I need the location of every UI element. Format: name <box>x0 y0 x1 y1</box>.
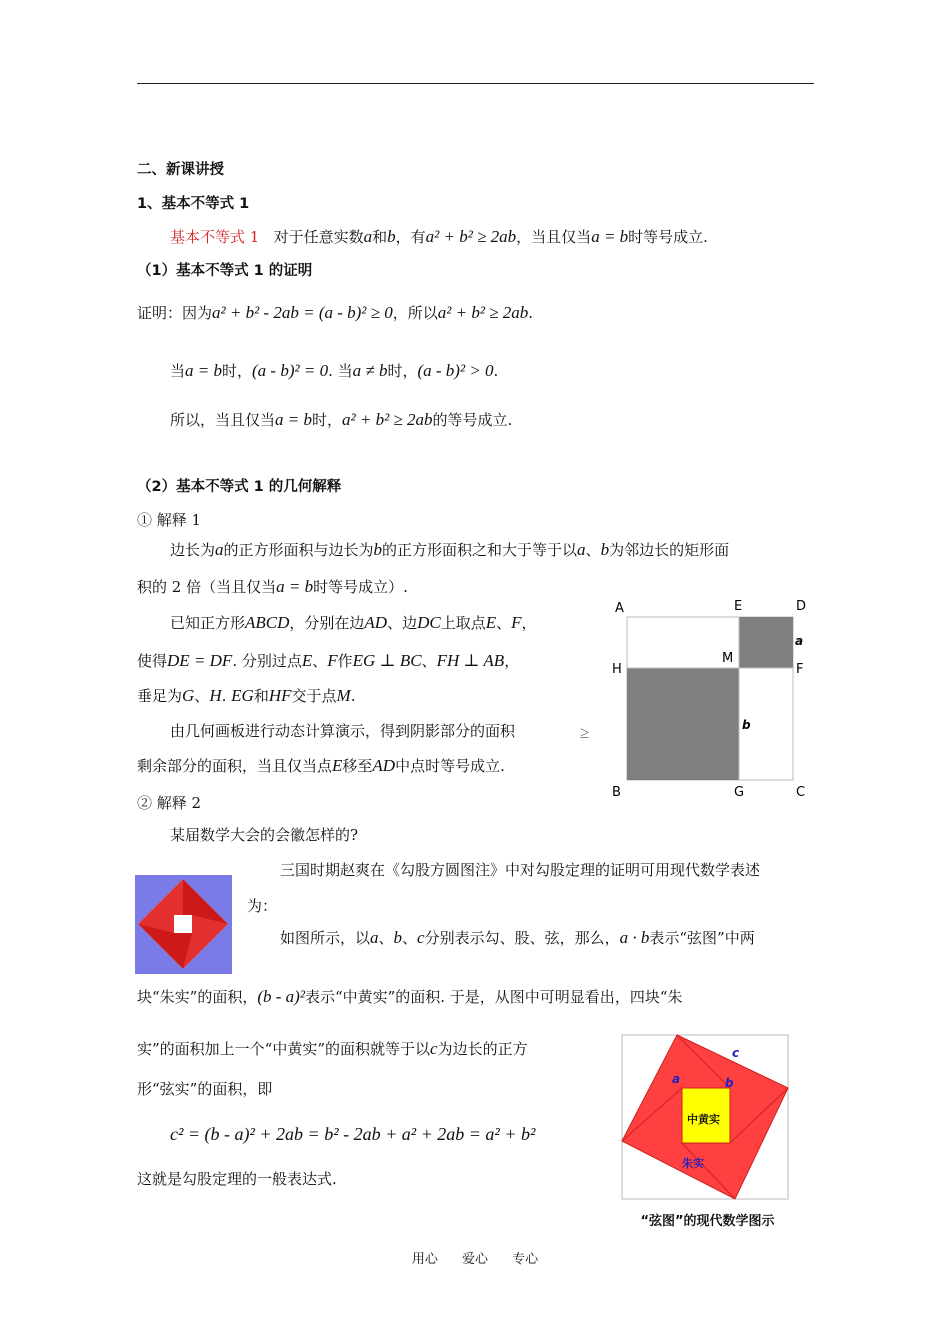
text: 时， <box>312 411 343 429</box>
text: 、 <box>402 929 418 947</box>
square-abcd-figure <box>605 595 815 805</box>
text: 剩余部分的面积，当且仅当点 <box>137 757 333 775</box>
math-var: E <box>485 613 497 632</box>
text: ，当且仅当 <box>516 228 592 246</box>
header-rule <box>137 83 814 84</box>
math-formula: EG ⊥ BC <box>352 651 422 670</box>
math-formula: a² + b² ≥ 2ab <box>437 303 529 322</box>
text: 时等号成立. <box>628 228 708 246</box>
label-c: c <box>732 1046 740 1060</box>
math-formula: a = b <box>275 410 312 429</box>
exp2-para-line-4 <box>137 986 682 1008</box>
small-shaded-square <box>739 617 793 668</box>
math-var: F <box>327 651 338 670</box>
geometry-title: （2）基本不等式 1 的几何解释 <box>137 479 342 495</box>
exp1-para-line-1 <box>170 539 729 561</box>
math-formula: a ≠ b <box>352 361 388 380</box>
math-var: c <box>430 1039 438 1058</box>
text: 中点时等号成立. <box>395 757 505 775</box>
proof-line-3 <box>170 409 512 431</box>
math-formula: DE = DF <box>167 651 233 670</box>
xian-tu-caption: “弦图”的现代数学图示 <box>640 1214 775 1229</box>
text: 如图所示，以 <box>280 929 371 947</box>
text: 边长为 <box>170 541 216 559</box>
exp2-para-line-1: 三国时期赵爽在《勾股方圆图注》中对勾股定理的证明可用现代数学表述 <box>280 861 761 879</box>
math-formula: a² + b² - 2ab = (a - b)² ≥ 0 <box>212 303 393 322</box>
text: 的正方形面积之和大于等于以 <box>382 541 578 559</box>
math-formula: FH ⊥ AB <box>436 651 505 670</box>
exp1-para-line-4 <box>137 650 519 672</box>
label-side-b: b <box>742 718 751 732</box>
label-zhu-shi: 朱实 <box>682 1157 704 1170</box>
geq-symbol: ≥ <box>580 723 590 742</box>
footer-item: 专心 <box>512 1252 539 1267</box>
exp1-para-line-7 <box>137 755 505 777</box>
math-formula: (a - b)² = 0 <box>252 361 329 380</box>
math-var: a <box>577 540 586 559</box>
text: ， <box>504 652 520 670</box>
math-formula: (a - b)² > 0 <box>417 361 494 380</box>
text: 表示“中黄实”的面积. 于是，从图中可明显看出，四块“朱 <box>304 988 683 1006</box>
text: 时， <box>222 362 253 380</box>
math-formula: a = b <box>276 577 314 596</box>
text: 上取点 <box>440 614 486 632</box>
exp1-para-line-6 <box>170 720 515 742</box>
math-formula: (b - a)² <box>257 987 305 1006</box>
math-congress-logo <box>135 875 232 974</box>
text: ，所以 <box>392 304 438 322</box>
math-var: AD <box>372 756 396 775</box>
text: 、 <box>585 541 601 559</box>
text: 由几何画板进行动态计算演示，得到阴影部分的面积 <box>170 722 516 740</box>
math-var: G <box>182 686 195 705</box>
math-formula: a = b <box>185 361 222 380</box>
explanation-1-title: ① 解释 1 <box>137 511 202 529</box>
exp2-para-line-2: 为： <box>247 897 278 915</box>
exp2-para-line-5 <box>137 1038 528 1060</box>
label-g-point: G <box>734 785 745 800</box>
text: 、 <box>194 687 210 705</box>
text: 证明：因为 <box>137 304 213 322</box>
text: . <box>493 362 499 380</box>
text: . <box>528 304 534 322</box>
footer-item: 爱心 <box>461 1252 488 1267</box>
text: 和 <box>372 228 388 246</box>
text: 、 <box>421 652 437 670</box>
text: 为邻边长的矩形面 <box>609 541 730 559</box>
proof-title: （1）基本不等式 1 的证明 <box>137 263 313 279</box>
math-var: EG <box>231 686 254 705</box>
text: 的等号成立. <box>432 411 513 429</box>
text: . 分别过点 <box>232 652 302 670</box>
exp2-question: 某届数学大会的会徽怎样的? <box>170 826 359 844</box>
text: 、 <box>312 652 328 670</box>
label-center-yellow: 中黄实 <box>687 1113 720 1126</box>
footer <box>0 1248 950 1267</box>
text: . <box>221 687 232 705</box>
math-var: a <box>363 227 373 246</box>
text: 移至 <box>342 757 373 775</box>
math-var: ABCD <box>245 613 290 632</box>
section-title: 二、新课讲授 <box>137 162 224 178</box>
math-var: E <box>332 756 343 775</box>
math-formula: a = b <box>591 227 629 246</box>
label-b-point: B <box>612 785 621 800</box>
exp2-conclusion: 这就是勾股定理的一般表达式. <box>137 1170 337 1188</box>
math-var: E <box>301 651 313 670</box>
proof-line-2 <box>170 360 498 382</box>
math-var: c <box>417 928 425 947</box>
text: 所以，当且仅当 <box>170 411 276 429</box>
text: 作 <box>337 652 353 670</box>
text: 时等号成立）. <box>313 578 408 596</box>
text: 为边长的正方 <box>437 1040 528 1058</box>
text: 当 <box>170 362 186 380</box>
large-shaded-square <box>627 668 739 780</box>
label-c-point: C <box>796 785 806 800</box>
subsection-title-1: 1、基本不等式 1 <box>137 196 250 212</box>
math-var: M <box>336 686 351 705</box>
label-m-point: M <box>722 651 734 666</box>
math-var: H <box>209 686 222 705</box>
footer-item: 用心 <box>411 1252 438 1267</box>
label-b: b <box>725 1076 734 1090</box>
math-formula: a² + b² ≥ 2ab <box>342 410 433 429</box>
text: ，分别在边 <box>289 614 365 632</box>
text: 、 <box>378 929 394 947</box>
label-d-point: D <box>796 599 807 614</box>
text: 对于任意实数 <box>273 228 364 246</box>
label-side-a: a <box>795 634 804 648</box>
text: 和 <box>253 687 269 705</box>
label-e-point: E <box>734 599 743 614</box>
logo-center-square <box>174 915 192 933</box>
text: . <box>350 687 356 705</box>
math-var: b <box>373 540 383 559</box>
exp1-para-line-5 <box>137 685 355 707</box>
exp2-para-line-3 <box>280 927 755 949</box>
math-formula: a · b <box>619 928 650 947</box>
math-var: DC <box>417 613 441 632</box>
pythagorean-formula: c² = (b - a)² + 2ab = b² - 2ab + a² + 2ab = a² + b² <box>170 1124 536 1144</box>
label-f-point: F <box>796 662 804 677</box>
text: ， <box>521 614 537 632</box>
text: 表示“弦图”中两 <box>649 929 755 947</box>
text: 实”的面积加上一个“中黄实”的面积就等于以 <box>137 1040 431 1058</box>
math-var: a <box>370 928 379 947</box>
text: 时， <box>387 362 418 380</box>
exp1-para-line-2 <box>137 576 408 598</box>
math-var: AD <box>364 613 388 632</box>
math-var: a <box>215 540 224 559</box>
math-var: b <box>387 227 396 246</box>
math-var: HF <box>268 686 292 705</box>
math-var: b <box>600 540 610 559</box>
proof-line-1 <box>137 302 533 324</box>
theorem-label: 基本不等式 1 <box>170 228 260 246</box>
text: 的正方形面积与边长为 <box>223 541 374 559</box>
label-h-point: H <box>612 662 622 677</box>
exp1-para-line-3 <box>170 612 537 634</box>
text: 交于点 <box>291 687 337 705</box>
text: 已知正方形 <box>170 614 246 632</box>
text: 使得 <box>137 652 168 670</box>
math-var: F <box>511 613 522 632</box>
math-formula: a² + b² ≥ 2ab <box>425 227 517 246</box>
text: . 当 <box>328 362 353 380</box>
label-a-point: A <box>615 601 624 616</box>
text: 分别表示勾、股、弦，那么， <box>424 929 620 947</box>
math-var: b <box>393 928 403 947</box>
text: 、 <box>496 614 512 632</box>
theorem-line <box>170 226 708 248</box>
explanation-2-title: ② 解释 2 <box>137 794 202 812</box>
text: ，有 <box>395 228 426 246</box>
text: 垂足为 <box>137 687 183 705</box>
xian-tu-figure <box>620 1033 790 1201</box>
text: 积的 2 倍（当且仅当 <box>137 578 277 596</box>
exp2-para-line-6: 形“弦实”的面积，即 <box>137 1080 273 1098</box>
label-a: a <box>672 1072 681 1086</box>
text: 块“朱实”的面积， <box>137 988 258 1006</box>
text: 、边 <box>387 614 418 632</box>
